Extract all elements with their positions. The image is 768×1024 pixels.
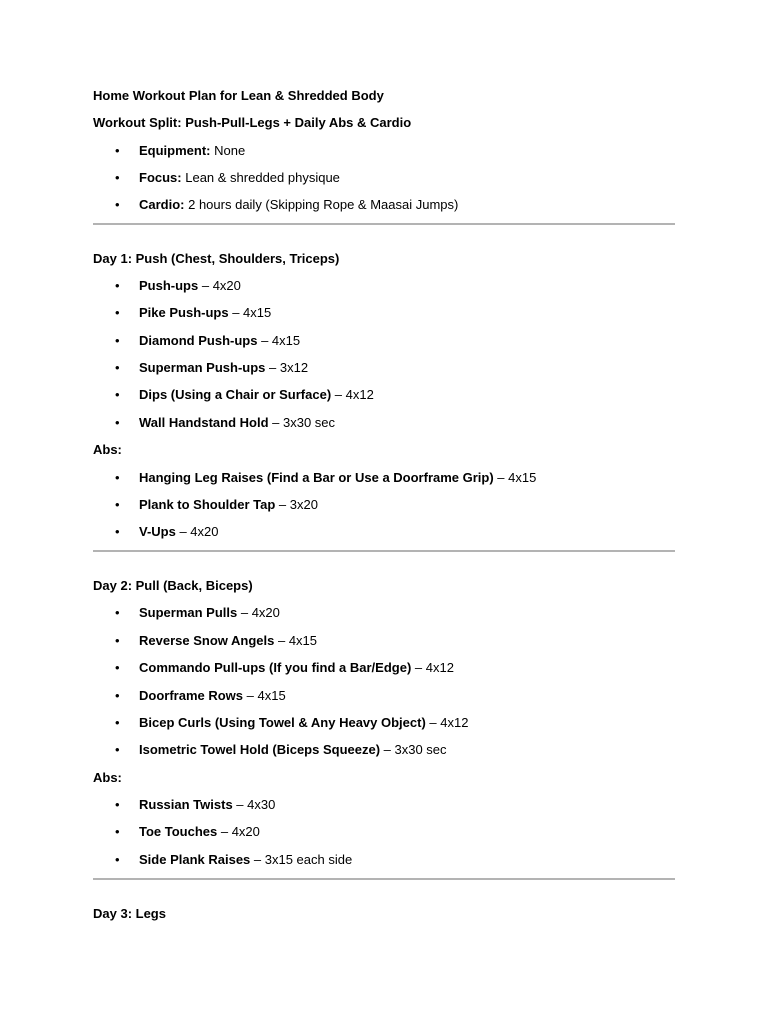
bullet-icon: •	[115, 852, 120, 867]
exercise-sets: – 3x30 sec	[268, 415, 336, 430]
exercise-sets: – 4x15	[257, 333, 301, 348]
day3-heading: Day 3: Legs	[93, 906, 166, 921]
exercise-name: Dips (Using a Chair or Surface)	[139, 387, 332, 402]
exercise-name: Diamond Push-ups	[139, 333, 258, 348]
list-item	[93, 143, 675, 158]
exercise-sets: – 4x15	[274, 633, 318, 648]
bullet-icon: •	[115, 797, 120, 812]
item-value: Lean & shredded physique	[181, 170, 340, 185]
list-item	[93, 333, 675, 348]
list-item	[93, 852, 675, 867]
list-item	[93, 470, 675, 485]
exercise-name: Reverse Snow Angels	[139, 633, 275, 648]
bullet-icon: •	[115, 360, 120, 375]
abs-label: Abs:	[93, 770, 122, 785]
exercise-name: Superman Pulls	[139, 605, 238, 620]
exercise-sets: – 4x12	[425, 715, 469, 730]
exercise-name: Plank to Shoulder Tap	[139, 497, 276, 512]
item-label: Cardio:	[139, 197, 185, 212]
bullet-icon: •	[115, 470, 120, 485]
bullet-icon: •	[115, 660, 120, 675]
bullet-icon: •	[115, 497, 120, 512]
exercise-name: Bicep Curls (Using Towel & Any Heavy Object)	[139, 715, 426, 730]
bullet-icon: •	[115, 633, 120, 648]
bullet-icon: •	[115, 824, 120, 839]
horizontal-divider	[93, 550, 675, 552]
bullet-icon: •	[115, 605, 120, 620]
exercise-sets: – 4x20	[175, 524, 219, 539]
exercise-name: Doorframe Rows	[139, 688, 244, 703]
bullet-icon: •	[115, 305, 120, 320]
list-item	[93, 360, 675, 375]
exercise-name: Russian Twists	[139, 797, 233, 812]
bullet-icon: •	[115, 333, 120, 348]
list-item	[93, 278, 675, 293]
item-label: Focus:	[139, 170, 182, 185]
bullet-icon: •	[115, 387, 120, 402]
list-item	[93, 170, 675, 185]
list-item	[93, 197, 675, 212]
bullet-icon: •	[115, 688, 120, 703]
bullet-icon: •	[115, 197, 120, 212]
exercise-name: Push-ups	[139, 278, 199, 293]
list-item	[93, 688, 675, 703]
exercise-name: Commando Pull-ups (If you find a Bar/Edge)	[139, 660, 412, 675]
day1-heading: Day 1: Push (Chest, Shoulders, Triceps)	[93, 251, 340, 266]
exercise-name: V-Ups	[139, 524, 176, 539]
abs-label: Abs:	[93, 442, 122, 457]
exercise-name: Toe Touches	[139, 824, 218, 839]
day2-heading: Day 2: Pull (Back, Biceps)	[93, 578, 253, 593]
exercise-sets: – 4x15	[493, 470, 537, 485]
exercise-sets: – 3x15 each side	[250, 852, 353, 867]
exercise-sets: – 4x12	[331, 387, 374, 402]
workout-split-line: Workout Split: Push-Pull-Legs + Daily Abs & Cardio	[93, 115, 412, 130]
document-body	[93, 88, 675, 921]
item-label: Equipment:	[139, 143, 211, 158]
list-item	[93, 524, 675, 539]
exercise-sets: – 4x15	[243, 688, 286, 703]
bullet-icon: •	[115, 170, 120, 185]
item-value: 2 hours daily (Skipping Rope & Maasai Jumps)	[184, 197, 459, 212]
list-item	[93, 715, 675, 730]
exercise-sets: – 4x20	[198, 278, 241, 293]
exercise-name: Wall Handstand Hold	[139, 415, 269, 430]
bullet-icon: •	[115, 742, 120, 757]
exercise-name: Side Plank Raises	[139, 852, 251, 867]
exercise-sets: – 4x20	[217, 824, 260, 839]
list-item	[93, 305, 675, 320]
list-item	[93, 660, 675, 675]
list-item	[93, 633, 675, 648]
exercise-sets: – 4x20	[237, 605, 280, 620]
list-item	[93, 497, 675, 512]
list-item	[93, 415, 675, 430]
exercise-name: Superman Push-ups	[139, 360, 266, 375]
horizontal-divider	[93, 878, 675, 880]
exercise-sets: – 3x30 sec	[380, 742, 447, 757]
document-title: Home Workout Plan for Lean & Shredded Body	[93, 88, 384, 103]
item-value: None	[210, 143, 246, 158]
exercise-name: Hanging Leg Raises (Find a Bar or Use a Doorframe Grip)	[139, 470, 494, 485]
bullet-icon: •	[115, 415, 120, 430]
exercise-sets: – 3x12	[265, 360, 309, 375]
exercise-name: Pike Push-ups	[139, 305, 229, 320]
list-item	[93, 824, 675, 839]
list-item	[93, 387, 675, 402]
exercise-sets: – 3x20	[275, 497, 318, 512]
exercise-sets: – 4x15	[228, 305, 272, 320]
list-item	[93, 797, 675, 812]
exercise-name: Isometric Towel Hold (Biceps Squeeze)	[139, 742, 381, 757]
exercise-sets: – 4x12	[411, 660, 454, 675]
list-item	[93, 605, 675, 620]
bullet-icon: •	[115, 524, 120, 539]
bullet-icon: •	[115, 143, 120, 158]
horizontal-divider	[93, 223, 675, 225]
exercise-sets: – 4x30	[232, 797, 276, 812]
bullet-icon: •	[115, 715, 120, 730]
list-item	[93, 742, 675, 757]
bullet-icon: •	[115, 278, 120, 293]
